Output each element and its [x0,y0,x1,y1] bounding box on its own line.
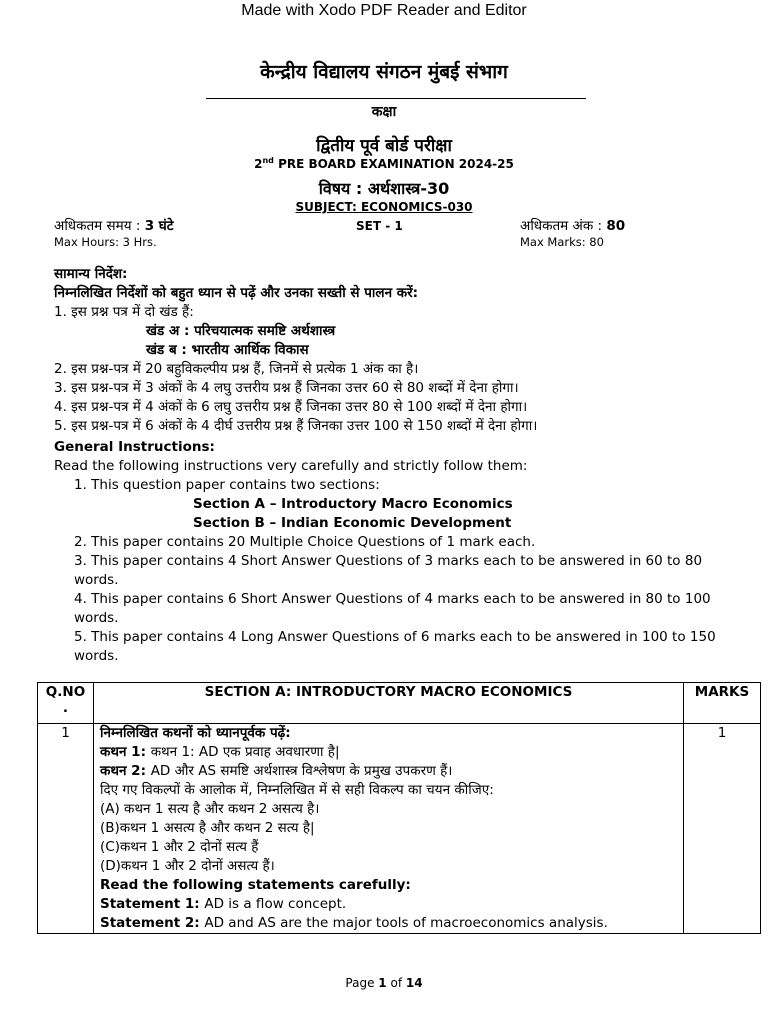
max-marks-english: Max Marks: 80 [520,235,604,249]
statement-2-english-label: Statement 2: [100,915,205,931]
org-title-hindi: केन्द्रीय विद्यालय संगठन मुंबई संभाग [260,61,508,83]
max-time-hindi-label: अधिकतम समय : [54,218,145,234]
english-instruction-4: 4. This paper contains 6 Short Answer Questions of 4 marks each to be answered in 80 to 100 [74,591,711,607]
qno-header-line1: Q.NO [45,684,86,700]
page-current: 1 [378,976,387,990]
page-of: of [386,976,406,990]
hindi-section-a: खंड अ : परिचयात्मक समष्टि अर्थशास्त्र [146,323,336,339]
hindi-instruction-3: 3. इस प्रश्न-पत्र में 3 अंकों के 4 लघु उत्तरीय प्रश्न हैं जिनका उत्तर 60 से 80 शब्दों में देना होगा। [54,380,519,396]
statement-1-english-label: Statement 1: [100,896,205,912]
english-instruction-3-cont: words. [74,572,119,588]
exam-ordinal-suffix: nd [262,156,274,165]
choose-option-hindi: दिए गए विकल्पों के आलोक में, निम्नलिखित में से सही विकल्प का चयन कीजिए: [100,782,494,798]
statement-1-hindi-label: कथन 1: [100,744,151,760]
max-time-english: Max Hours: 3 Hrs. [54,235,157,249]
question-body [94,724,684,934]
subject-english: SUBJECT: ECONOMICS-030 [295,200,473,214]
english-instructions-subheading: Read the following instructions very carefully and strictly follow them: [54,458,528,474]
hindi-instruction-5: 5. इस प्रश्न-पत्र में 6 अंकों के 4 दीर्घ उत्तरीय प्रश्न हैं जिनका उत्तर 100 से 150 शब्दों में देना होगा। [54,418,538,434]
hindi-section-b: खंड ब : भारतीय आर्थिक विकास [146,342,309,358]
page-number [0,976,768,990]
hindi-instructions-subheading: निम्नलिखित निर्देशों को बहुत ध्यान से पढ़ें और उनका सख्ती से पालन करें: [54,285,419,301]
question-instruction-hindi: निम्नलिखित कथनों को ध्यानपूर्वक पढ़ें: [100,725,291,741]
statement-1-hindi [100,743,683,762]
statement-1-english-text: AD is a flow concept. [204,896,347,912]
option-c: (C)कथन 1 और 2 दोनों सत्य हैं [100,839,259,855]
statement-2-hindi [100,762,683,781]
table-row [38,724,761,934]
statement-1-hindi-text: कथन 1: AD एक प्रवाह अवधारणा है| [150,744,340,760]
english-section-a: Section A – Introductory Macro Economics [193,496,513,512]
exam-title-rest: PRE BOARD EXAMINATION 2024-25 [273,157,514,171]
page-prefix: Page [345,976,379,990]
hindi-instruction-1: 1. इस प्रश्न पत्र में दो खंड हैं: [54,304,194,320]
marks-header-text: MARKS [694,684,750,700]
page-total: 14 [405,976,423,990]
max-marks-hindi [520,216,625,234]
question-marks [684,724,761,934]
pdf-banner: Made with Xodo PDF Reader and Editor [241,2,527,19]
table-header-row [38,683,761,724]
marks-header [684,683,761,724]
hindi-instructions-heading: सामान्य निर्देश: [54,266,128,282]
english-instruction-1: 1. This question paper contains two sections: [74,477,380,493]
question-number-text: 1 [61,725,70,741]
question-table [37,682,761,934]
statement-2-hindi-text: AD और AS समष्टि अर्थशास्त्र विश्लेषण के प्रमुख उपकरण हैं। [150,763,453,779]
question-instruction-english: Read the following statements carefully: [100,877,411,893]
class-label: कक्षा [371,104,397,120]
qno-header-line2: . [62,700,69,716]
question-number [38,724,94,934]
question-marks-text: 1 [717,725,727,741]
option-a: (A) कथन 1 सत्य है और कथन 2 असत्य है। [100,801,320,817]
max-marks-hindi-value: 80 [606,218,626,234]
exam-title-english [0,156,768,171]
section-header [94,683,684,724]
english-instruction-2: 2. This paper contains 20 Multiple Choice Questions of 1 mark each. [74,534,536,550]
statement-1-english [100,895,683,914]
english-instruction-5-cont: words. [74,648,119,664]
english-section-b: Section B – Indian Economic Development [193,515,512,531]
english-instruction-4-cont: words. [74,610,119,626]
statement-2-english [100,914,683,933]
english-instructions [54,438,754,666]
set-number: SET - 1 [356,219,403,233]
statement-2-english-text: AD and AS are the major tools of macroeconomics analysis. [204,915,608,931]
max-marks-hindi-label: अधिकतम अंक : [520,218,607,234]
english-instruction-5: 5. This paper contains 4 Long Answer Questions of 6 marks each to be answered in 100 to 150 [74,629,716,645]
exam-ordinal-number: 2 [254,157,263,171]
hindi-instruction-4: 4. इस प्रश्न-पत्र में 4 अंकों के 6 लघु उत्तरीय प्रश्न हैं जिनका उत्तर 80 से 100 शब्दों में देना होगा। [54,399,528,415]
option-b: (B)कथन 1 असत्य है और कथन 2 सत्य है| [100,820,315,836]
hindi-instruction-2: 2. इस प्रश्न-पत्र में 20 बहुविकल्पीय प्रश्न हैं, जिनमें से प्रत्येक 1 अंक का है। [54,361,419,377]
statement-2-hindi-label: कथन 2: [100,763,151,779]
english-instructions-heading: General Instructions: [54,439,215,455]
header-divider [206,98,586,99]
hindi-instructions [54,265,754,436]
exam-title-hindi: द्वितीय पूर्व बोर्ड परीक्षा [316,136,452,156]
section-header-text: SECTION A: INTRODUCTORY MACRO ECONOMICS [204,684,573,700]
qno-header [38,683,94,724]
max-time-hindi-value: 3 घंटे [144,218,174,234]
english-instruction-3: 3. This paper contains 4 Short Answer Questions of 3 marks each to be answered in 60 to 80 [74,553,703,569]
subject-hindi: विषय : अर्थशास्त्र-30 [318,179,450,198]
option-d: (D)कथन 1 और 2 दोनों असत्य हैं। [100,858,275,874]
max-time-hindi [54,216,174,234]
